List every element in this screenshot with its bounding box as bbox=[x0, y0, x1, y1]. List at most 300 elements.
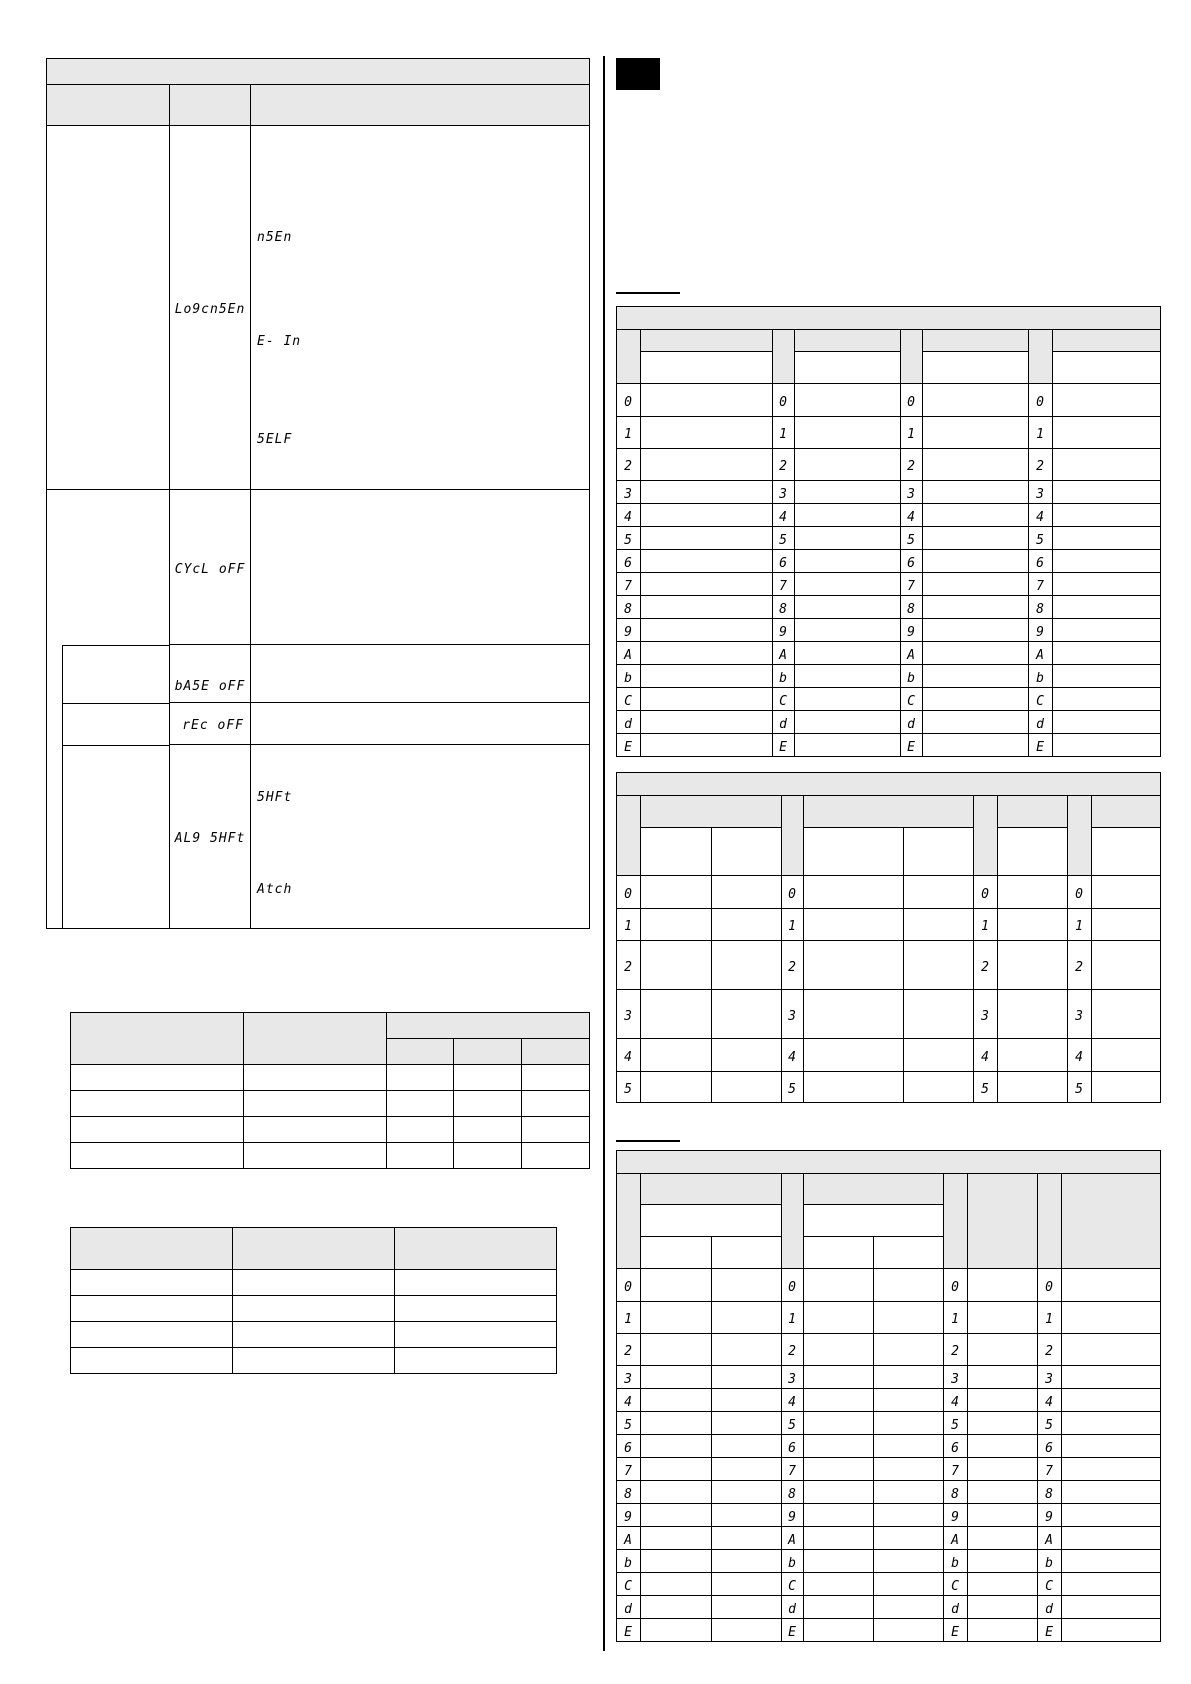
table-row bbox=[617, 665, 1161, 688]
value-cell bbox=[1053, 417, 1161, 449]
digit-cell bbox=[944, 1412, 968, 1435]
digit-code: 1 bbox=[779, 427, 788, 442]
digit-cell bbox=[617, 642, 641, 665]
digit-cell bbox=[782, 1302, 804, 1334]
digit-code: 2 bbox=[951, 1344, 960, 1359]
digit-cell bbox=[773, 688, 795, 711]
digit-cell bbox=[901, 481, 923, 504]
digit-code: d bbox=[951, 1601, 960, 1617]
digit-cell bbox=[782, 909, 804, 941]
digit-cell bbox=[617, 688, 641, 711]
digit-cell bbox=[1029, 596, 1053, 619]
digit-cell bbox=[901, 417, 923, 449]
digit-cell bbox=[1038, 1504, 1062, 1527]
digit-cell bbox=[1029, 527, 1053, 550]
value-cell bbox=[804, 1527, 874, 1550]
digit-cell bbox=[617, 1072, 641, 1103]
header-cell bbox=[387, 1039, 454, 1065]
digit-code: 5 bbox=[624, 1417, 633, 1433]
digit-code: 3 bbox=[1045, 1371, 1054, 1387]
value-cell bbox=[804, 941, 904, 990]
param-description-cell bbox=[251, 490, 590, 645]
value-cell bbox=[1062, 1573, 1161, 1596]
param-code-cell bbox=[170, 490, 251, 645]
digit-code: C bbox=[951, 1578, 960, 1594]
option-code: E- In bbox=[257, 334, 302, 349]
value-cell bbox=[795, 449, 901, 481]
digit-cell bbox=[617, 1527, 641, 1550]
header-cell bbox=[71, 1228, 233, 1270]
value-cell bbox=[641, 1302, 712, 1334]
digit-cell bbox=[944, 1573, 968, 1596]
value-cell bbox=[874, 1458, 944, 1481]
value-cell bbox=[1092, 1039, 1161, 1072]
digit-code: 1 bbox=[624, 427, 633, 442]
digit-cell bbox=[974, 1072, 998, 1103]
value-cell bbox=[968, 1481, 1038, 1504]
value-cell bbox=[874, 1481, 944, 1504]
digit-code: 5 bbox=[907, 532, 916, 548]
digit-cell bbox=[901, 550, 923, 573]
code-table-2 bbox=[616, 772, 1161, 1103]
value-cell bbox=[641, 619, 773, 642]
digit-code: 9 bbox=[779, 624, 788, 640]
digit-code: C bbox=[624, 693, 633, 709]
digit-cell bbox=[617, 1039, 641, 1072]
digit-code: 0 bbox=[1036, 394, 1045, 410]
value-cell bbox=[968, 1334, 1038, 1366]
digit-cell bbox=[617, 449, 641, 481]
digit-code: C bbox=[788, 1578, 797, 1594]
value-cell bbox=[1062, 1366, 1161, 1389]
value-cell bbox=[641, 449, 773, 481]
digit-cell bbox=[1068, 876, 1092, 909]
digit-cell bbox=[1038, 1596, 1062, 1619]
digit-cell bbox=[1029, 417, 1053, 449]
header-cell bbox=[71, 1013, 244, 1065]
digit-cell bbox=[617, 1412, 641, 1435]
value-cell bbox=[923, 573, 1029, 596]
digit-cell bbox=[617, 1334, 641, 1366]
value-cell bbox=[1062, 1504, 1161, 1527]
digit-code: 1 bbox=[951, 1312, 960, 1327]
digit-cell bbox=[617, 481, 641, 504]
digit-code: A bbox=[907, 647, 916, 663]
table-row bbox=[617, 1550, 1161, 1573]
digit-code: 1 bbox=[1045, 1312, 1054, 1327]
digit-cell bbox=[617, 990, 641, 1039]
value-cell bbox=[795, 734, 901, 757]
value-cell bbox=[712, 1389, 782, 1412]
value-cell bbox=[804, 1334, 874, 1366]
value-cell bbox=[874, 1573, 944, 1596]
value-cell bbox=[968, 1458, 1038, 1481]
value-cell bbox=[804, 990, 904, 1039]
value-cell bbox=[641, 1072, 712, 1103]
param-code-cell bbox=[170, 745, 251, 929]
value-cell bbox=[904, 876, 974, 909]
digit-cell bbox=[1029, 688, 1053, 711]
value-cell bbox=[712, 1458, 782, 1481]
digit-code: 9 bbox=[624, 624, 633, 640]
digit-code: 6 bbox=[907, 555, 916, 571]
value-cell bbox=[998, 941, 1068, 990]
value-cell bbox=[804, 1269, 874, 1302]
table-row bbox=[617, 1573, 1161, 1596]
option-code: 5ELF bbox=[257, 432, 293, 447]
digit-cell bbox=[974, 941, 998, 990]
value-cell bbox=[874, 1619, 944, 1642]
digit-code: 2 bbox=[624, 459, 633, 474]
value-cell bbox=[923, 384, 1029, 417]
digit-code: 4 bbox=[788, 1049, 797, 1065]
digit-cell bbox=[617, 1269, 641, 1302]
value-cell bbox=[712, 1302, 782, 1334]
value-cell bbox=[641, 573, 773, 596]
value-cell bbox=[712, 1366, 782, 1389]
digit-code: b bbox=[1045, 1555, 1054, 1571]
digit-code: 3 bbox=[951, 1371, 960, 1387]
value-cell bbox=[712, 1269, 782, 1302]
digit-code: d bbox=[1036, 716, 1045, 732]
digit-code: A bbox=[1036, 647, 1045, 663]
digit-code: E bbox=[624, 739, 633, 755]
digit-code: 3 bbox=[624, 1008, 633, 1024]
digit-cell bbox=[782, 990, 804, 1039]
value-cell bbox=[1053, 688, 1161, 711]
value-cell bbox=[1053, 384, 1161, 417]
digit-code: 9 bbox=[788, 1509, 797, 1525]
value-cell bbox=[998, 876, 1068, 909]
value-cell bbox=[968, 1366, 1038, 1389]
value-cell bbox=[641, 1596, 712, 1619]
table-row bbox=[617, 1302, 1161, 1334]
value-cell bbox=[804, 1458, 874, 1481]
value-cell bbox=[968, 1435, 1038, 1458]
digit-cell bbox=[1038, 1389, 1062, 1412]
digit-cell bbox=[974, 876, 998, 909]
digit-code: 5 bbox=[779, 532, 788, 548]
digit-code: 0 bbox=[779, 394, 788, 410]
table-row bbox=[617, 734, 1161, 757]
digit-code: 3 bbox=[1036, 486, 1045, 502]
digit-cell bbox=[944, 1458, 968, 1481]
value-cell bbox=[795, 384, 901, 417]
value-cell bbox=[923, 734, 1029, 757]
value-cell bbox=[712, 1072, 782, 1103]
value-cell bbox=[804, 1302, 874, 1334]
digit-code: 6 bbox=[1045, 1440, 1054, 1456]
table-row bbox=[617, 1072, 1161, 1103]
digit-cell bbox=[782, 1334, 804, 1366]
digit-code: 4 bbox=[1045, 1394, 1054, 1410]
digit-code: C bbox=[907, 693, 916, 709]
digit-code: 0 bbox=[624, 1279, 633, 1295]
digit-cell bbox=[617, 1596, 641, 1619]
header-cell bbox=[454, 1039, 522, 1065]
digit-cell bbox=[1029, 481, 1053, 504]
value-cell bbox=[641, 527, 773, 550]
value-cell bbox=[923, 711, 1029, 734]
value-cell bbox=[874, 1550, 944, 1573]
digit-cell bbox=[944, 1435, 968, 1458]
value-cell bbox=[1053, 550, 1161, 573]
digit-cell bbox=[773, 417, 795, 449]
value-cell bbox=[641, 688, 773, 711]
value-cell bbox=[795, 596, 901, 619]
digit-code: E bbox=[624, 1624, 633, 1640]
digit-cell bbox=[944, 1302, 968, 1334]
header-cell bbox=[522, 1039, 590, 1065]
digit-code: b bbox=[907, 670, 916, 686]
table-row bbox=[617, 1039, 1161, 1072]
table-row bbox=[617, 550, 1161, 573]
param-name-cell bbox=[47, 490, 170, 645]
digit-cell bbox=[617, 1504, 641, 1527]
value-cell bbox=[874, 1269, 944, 1302]
value-cell bbox=[712, 876, 782, 909]
digit-code: 5 bbox=[624, 532, 633, 548]
digit-cell bbox=[1029, 665, 1053, 688]
value-cell bbox=[1062, 1481, 1161, 1504]
table-row bbox=[617, 1389, 1161, 1412]
digit-cell bbox=[617, 596, 641, 619]
code-table-1 bbox=[616, 306, 1161, 757]
value-cell bbox=[968, 1527, 1038, 1550]
parameter-table-title-cell bbox=[47, 59, 590, 85]
value-cell bbox=[804, 1039, 904, 1072]
digit-code: 4 bbox=[779, 509, 788, 525]
param-description-cell bbox=[251, 703, 590, 745]
digit-cell bbox=[773, 504, 795, 527]
section-marker-box bbox=[616, 58, 660, 90]
digit-cell bbox=[617, 527, 641, 550]
digit-code: 1 bbox=[624, 1312, 633, 1327]
digit-cell bbox=[901, 619, 923, 642]
digit-cell bbox=[782, 1039, 804, 1072]
digit-code: 7 bbox=[624, 578, 633, 594]
digit-cell bbox=[617, 1573, 641, 1596]
value-cell bbox=[874, 1527, 944, 1550]
digit-cell bbox=[782, 1481, 804, 1504]
table-row bbox=[617, 1596, 1161, 1619]
digit-cell bbox=[1029, 550, 1053, 573]
value-cell bbox=[641, 876, 712, 909]
digit-code: 0 bbox=[951, 1279, 960, 1295]
value-cell bbox=[968, 1619, 1038, 1642]
value-cell bbox=[712, 909, 782, 941]
value-cell bbox=[923, 449, 1029, 481]
digit-cell bbox=[1029, 504, 1053, 527]
digit-cell bbox=[782, 1072, 804, 1103]
value-cell bbox=[1062, 1389, 1161, 1412]
value-cell bbox=[641, 711, 773, 734]
digit-cell bbox=[944, 1527, 968, 1550]
value-cell bbox=[923, 642, 1029, 665]
digit-cell bbox=[1038, 1435, 1062, 1458]
value-cell bbox=[1092, 1072, 1161, 1103]
header-cell bbox=[47, 85, 170, 126]
digit-code: E bbox=[951, 1624, 960, 1640]
digit-cell bbox=[617, 665, 641, 688]
digit-code: 5 bbox=[1045, 1417, 1054, 1433]
value-cell bbox=[712, 1573, 782, 1596]
table-row bbox=[617, 941, 1161, 990]
option-code: n5En bbox=[257, 230, 293, 245]
table-title-cell bbox=[617, 773, 1161, 796]
digit-code: C bbox=[1036, 693, 1045, 709]
digit-cell bbox=[901, 384, 923, 417]
value-cell bbox=[641, 1269, 712, 1302]
digit-code: 6 bbox=[624, 1440, 633, 1456]
small-table-b bbox=[70, 1227, 557, 1374]
digit-code: 2 bbox=[1036, 459, 1045, 474]
digit-cell bbox=[773, 573, 795, 596]
digit-code: 4 bbox=[624, 1049, 633, 1065]
value-cell bbox=[641, 1389, 712, 1412]
value-cell bbox=[923, 550, 1029, 573]
digit-cell bbox=[773, 734, 795, 757]
value-cell bbox=[874, 1366, 944, 1389]
value-cell bbox=[795, 504, 901, 527]
digit-code: 8 bbox=[907, 601, 916, 617]
value-cell bbox=[712, 1527, 782, 1550]
digit-cell bbox=[1038, 1619, 1062, 1642]
value-cell bbox=[795, 527, 901, 550]
digit-code: 2 bbox=[981, 959, 990, 975]
digit-code: 8 bbox=[624, 601, 633, 617]
digit-cell bbox=[773, 481, 795, 504]
digit-cell bbox=[782, 1527, 804, 1550]
value-cell bbox=[641, 550, 773, 573]
value-cell bbox=[1053, 481, 1161, 504]
digit-code: 3 bbox=[981, 1008, 990, 1024]
digit-cell bbox=[617, 504, 641, 527]
digit-code: 9 bbox=[1045, 1509, 1054, 1525]
digit-cell bbox=[1038, 1366, 1062, 1389]
value-cell bbox=[795, 481, 901, 504]
digit-cell bbox=[1029, 734, 1053, 757]
digit-cell bbox=[782, 1366, 804, 1389]
digit-code: 5 bbox=[1036, 532, 1045, 548]
param-code: AL9 5HFt bbox=[174, 831, 246, 846]
table-title-cell bbox=[617, 1151, 1161, 1174]
digit-code: 1 bbox=[788, 919, 797, 934]
digit-cell bbox=[1029, 619, 1053, 642]
digit-code: 8 bbox=[788, 1486, 797, 1502]
digit-code: A bbox=[1045, 1532, 1054, 1548]
digit-cell bbox=[617, 734, 641, 757]
value-cell bbox=[904, 909, 974, 941]
value-cell bbox=[641, 1039, 712, 1072]
value-cell bbox=[804, 1619, 874, 1642]
value-cell bbox=[1062, 1269, 1161, 1302]
digit-cell bbox=[974, 909, 998, 941]
table-row bbox=[617, 1412, 1161, 1435]
table-row bbox=[617, 481, 1161, 504]
digit-code: 6 bbox=[788, 1440, 797, 1456]
digit-code: 4 bbox=[981, 1049, 990, 1065]
table-row bbox=[617, 1458, 1161, 1481]
value-cell bbox=[1062, 1596, 1161, 1619]
digit-code: 6 bbox=[779, 555, 788, 571]
param-name-cell bbox=[47, 745, 170, 929]
digit-code: 3 bbox=[788, 1371, 797, 1387]
value-cell bbox=[1053, 642, 1161, 665]
digit-code: 5 bbox=[788, 1417, 797, 1433]
digit-cell bbox=[617, 1366, 641, 1389]
table-row bbox=[617, 688, 1161, 711]
value-cell bbox=[923, 619, 1029, 642]
table-row bbox=[617, 909, 1161, 941]
table-row bbox=[617, 527, 1161, 550]
digit-code: 1 bbox=[624, 919, 633, 934]
digit-cell bbox=[617, 550, 641, 573]
header-cell bbox=[395, 1228, 557, 1270]
digit-code: 2 bbox=[1075, 959, 1084, 975]
value-cell bbox=[874, 1596, 944, 1619]
digit-cell bbox=[901, 711, 923, 734]
digit-code: 0 bbox=[1045, 1279, 1054, 1295]
value-cell bbox=[1062, 1412, 1161, 1435]
section-underline bbox=[616, 292, 680, 294]
digit-code: 1 bbox=[1036, 427, 1045, 442]
digit-code: 3 bbox=[788, 1008, 797, 1024]
digit-cell bbox=[617, 1550, 641, 1573]
digit-cell bbox=[901, 642, 923, 665]
param-code: bA5E oFF bbox=[174, 679, 246, 694]
digit-code: 4 bbox=[1075, 1049, 1084, 1065]
value-cell bbox=[804, 1596, 874, 1619]
value-cell bbox=[968, 1389, 1038, 1412]
digit-code: 3 bbox=[624, 486, 633, 502]
param-name-cell bbox=[47, 703, 170, 745]
digit-code: 9 bbox=[624, 1509, 633, 1525]
value-cell bbox=[998, 1072, 1068, 1103]
digit-code: 2 bbox=[788, 1344, 797, 1359]
digit-cell bbox=[974, 990, 998, 1039]
digit-code: d bbox=[624, 716, 633, 732]
digit-cell bbox=[901, 504, 923, 527]
value-cell bbox=[1053, 711, 1161, 734]
digit-cell bbox=[773, 619, 795, 642]
value-cell bbox=[804, 876, 904, 909]
value-cell bbox=[712, 1596, 782, 1619]
digit-cell bbox=[1068, 909, 1092, 941]
digit-cell bbox=[773, 384, 795, 417]
digit-cell bbox=[901, 573, 923, 596]
value-cell bbox=[1053, 619, 1161, 642]
small-table-a bbox=[70, 1012, 590, 1169]
digit-code: E bbox=[788, 1624, 797, 1640]
digit-cell bbox=[617, 1481, 641, 1504]
value-cell bbox=[641, 734, 773, 757]
parameter-table bbox=[46, 58, 590, 929]
table-row bbox=[617, 1504, 1161, 1527]
param-code: CYcL oFF bbox=[174, 561, 246, 577]
value-cell bbox=[874, 1435, 944, 1458]
digit-cell bbox=[782, 1550, 804, 1573]
digit-cell bbox=[617, 417, 641, 449]
value-cell bbox=[641, 1504, 712, 1527]
digit-cell bbox=[773, 449, 795, 481]
value-cell bbox=[904, 941, 974, 990]
digit-cell bbox=[617, 941, 641, 990]
digit-cell bbox=[1038, 1527, 1062, 1550]
value-cell bbox=[641, 1573, 712, 1596]
value-cell bbox=[1053, 504, 1161, 527]
digit-cell bbox=[617, 573, 641, 596]
